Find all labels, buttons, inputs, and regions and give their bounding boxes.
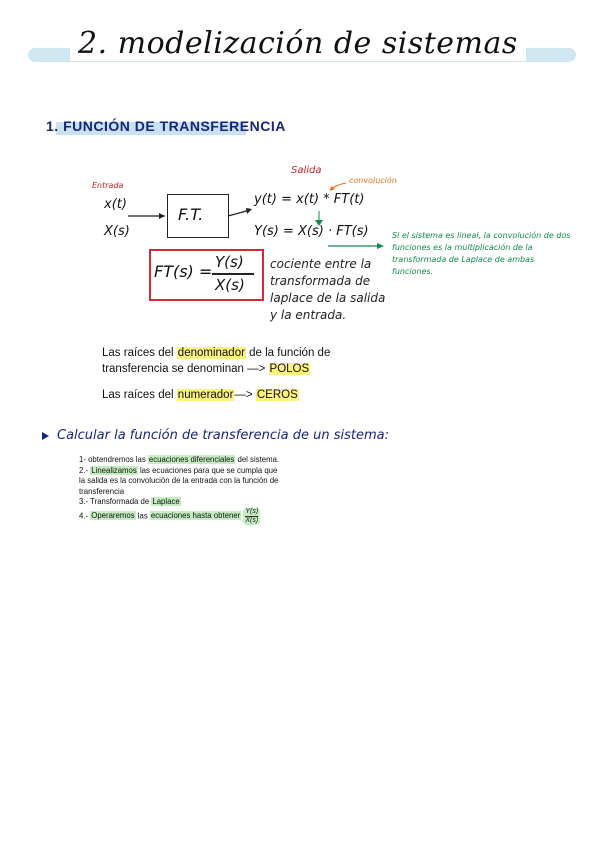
denominador-highlight: denominador xyxy=(177,347,245,359)
section-title: 1. FUNCIÓN DE TRANSFERENCIA xyxy=(46,118,286,134)
step-3-pre: 3.- Transformada de xyxy=(79,497,152,506)
ceros-highlight: CEROS xyxy=(256,389,298,401)
step-2-highlight: Linealizamos xyxy=(91,465,137,475)
polos-highlight: POLOS xyxy=(269,363,310,375)
input-x-s: X(s) xyxy=(104,224,130,239)
step-3-highlight: Laplace xyxy=(152,497,180,506)
zeros-text-pre: Las raíces del xyxy=(102,389,177,401)
salida-label: Salida xyxy=(291,165,322,176)
step-4-mid: las xyxy=(135,511,150,521)
poles-text xyxy=(102,345,362,377)
cociente-note: cociente entre la transformada de laplace de la salida y la entrada. xyxy=(270,257,386,322)
entrada-label: Entrada xyxy=(92,181,124,190)
step-1-post: del sistema. xyxy=(235,455,280,464)
zeros-text xyxy=(102,387,362,403)
step-4-highlight-2: ecuaciones hasta obtener xyxy=(150,511,241,521)
step-4-fraction xyxy=(243,508,260,525)
formula-fraction-line xyxy=(212,273,254,275)
calc-steps xyxy=(79,455,284,525)
convolucion-label: convolución xyxy=(349,176,397,185)
step-1-highlight: ecuaciones diferenciales xyxy=(148,455,235,464)
step-3 xyxy=(79,497,284,508)
step-4-pre: 4.- xyxy=(79,511,91,521)
calc-heading xyxy=(42,428,389,443)
linear-system-note: Si el sistema es lineal, la convolución de dos funciones es la multiplicación de la transformada de Laplace de ambas funciones. xyxy=(392,231,571,276)
step-4-fraction-num: Y(s) xyxy=(245,507,259,515)
transfer-function-block-label: F.T. xyxy=(178,205,204,224)
step-2-post: las ecuaciones para que se cumpla que la salida es la convolución de la entrada con la función de transferencia xyxy=(79,465,279,496)
poles-text-pre: Las raíces del xyxy=(102,347,177,359)
numerador-highlight: numerador xyxy=(177,389,234,401)
poles-text-line2: transferencia se denominan —> xyxy=(102,363,269,375)
input-x-t: x(t) xyxy=(104,197,127,212)
step-2-pre: 2.- xyxy=(79,465,91,475)
step-4 xyxy=(79,508,284,525)
calc-heading-text: Calcular la función de transferencia de un sistema: xyxy=(57,428,390,443)
bullet-triangle-icon xyxy=(42,432,49,440)
step-1 xyxy=(79,455,284,466)
step-4-highlight-1: Operaremos xyxy=(91,511,135,521)
zeros-arrow: —> xyxy=(234,389,256,401)
page-title: 2. modelización de sistemas xyxy=(70,26,526,61)
poles-text-post: de la función de xyxy=(245,347,331,359)
step-4-fraction-den: X(s) xyxy=(245,516,259,524)
equation-time-domain: y(t) = x(t) * FT(t) xyxy=(254,192,365,207)
step-1-pre: 1- obtendremos las xyxy=(79,455,148,464)
step-2 xyxy=(79,466,284,498)
formula-denominator: X(s) xyxy=(215,276,245,294)
equation-laplace-domain: Y(s) = X(s) · FT(s) xyxy=(254,224,369,239)
formula-numerator: Y(s) xyxy=(215,253,244,271)
formula-lhs: FT(s) = xyxy=(154,262,213,281)
